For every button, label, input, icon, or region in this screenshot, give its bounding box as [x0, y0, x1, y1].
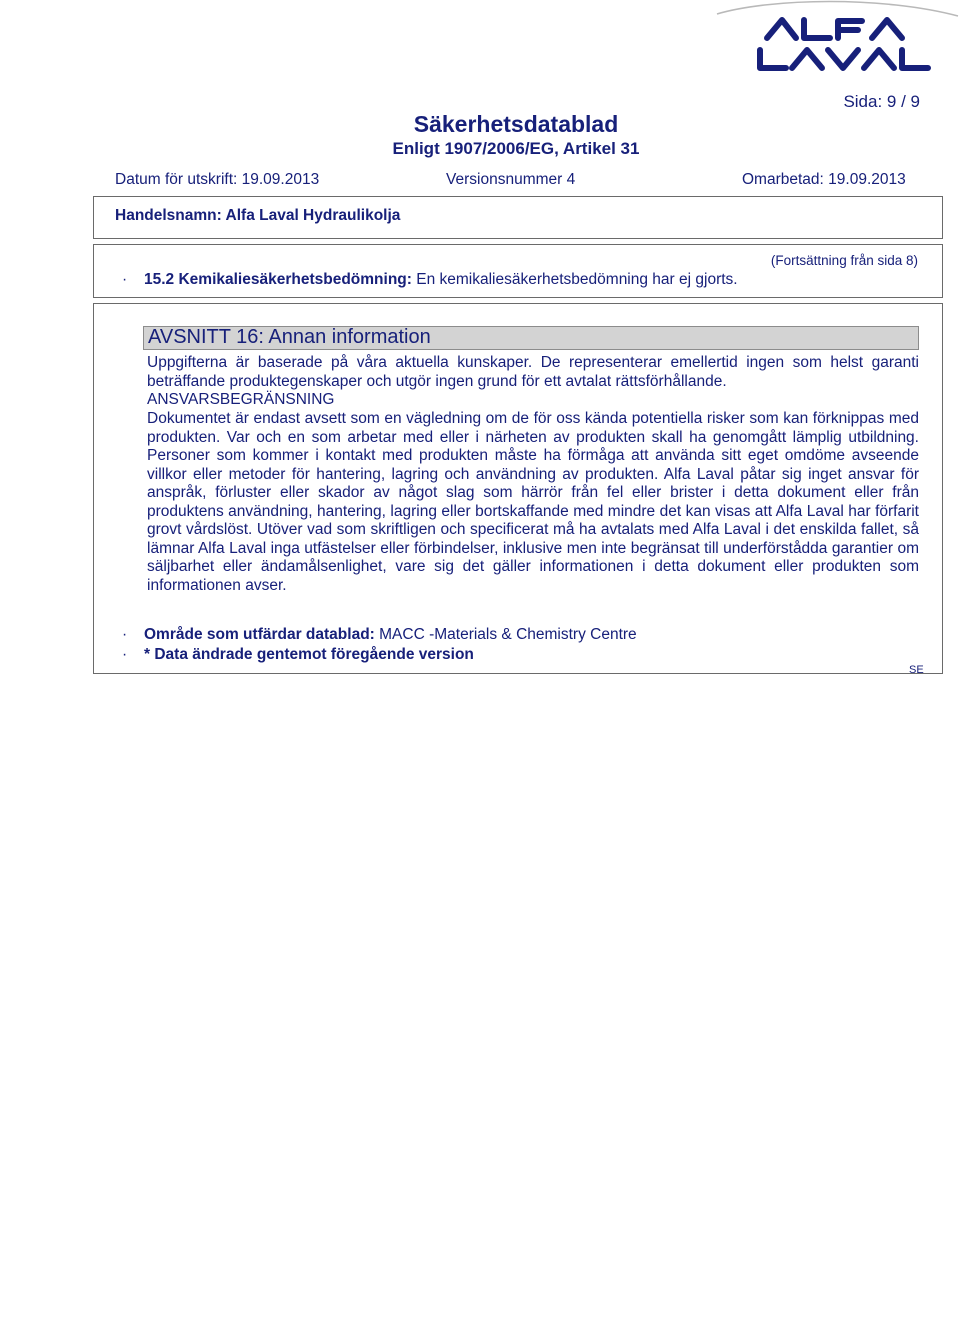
country-code: SE [909, 664, 924, 676]
bullet: · [122, 626, 128, 643]
disclaimer-heading: ANSVARSBEGRÄNSNING [147, 391, 335, 408]
disclaimer-text: Dokumentet är endast avsett som en vägledning om de för oss kända potentiella risker som kan förknippas med produkten. Var och en som arbetar med eller i närheten av produkten skall ha genomgått lämplig utbildning. Personer som kommer i kontakt med produkten måste ha förmåga att använda sitt eget omdöme avseende villkor eller metoder för hantering, lagring och användning av produkten. Alfa Laval påtar sig inget ansvar för anspråk, förluster eller skador av något slag som härrör från fel eller brister i detta dokument eller från produktens användning, hantering, lagring eller bortskaffande med mindre det kan visas att Alfa Laval har förfarit grovt vårdslöst. Utöver vad som skriftligen och specificerat må ha avtalats med Alfa Laval i det enskilda fallet, så lämnar Alfa Laval inga utfästelser eller förbindelser, inklusive men inte begränsat till underförstådda garantier om säljbarhet eller ändamålsenlighet, vare sig det gäller informationen i detta dokument eller produkten som informationen avser. [147, 410, 919, 594]
document-title: Säkerhetsdatablad [413, 111, 619, 137]
alfa-laval-logo [712, 0, 960, 84]
section-15-2-line [122, 271, 738, 289]
revised-date: Omarbetad: 19.09.2013 [742, 171, 906, 188]
trade-name: Handelsnamn: Alfa Laval Hydraulikolja [115, 207, 401, 224]
continuation-note: (Fortsättning från sida 8) [770, 253, 918, 268]
alfa-laval-logo-icon [712, 0, 960, 84]
section-16-heading: AVSNITT 16: Annan information [148, 326, 431, 348]
bullet: · [122, 271, 128, 288]
info-paragraph: Uppgifterna är baserade på våra aktuella kunskaper. De representerar emellertid ingen som helst garanti beträffande produktegenskaper och utgör ingen grund för ett avtalat rättsförhållande. [147, 354, 919, 390]
section-15-2-label: 15.2 Kemikaliesäkerhetsbedömning: [144, 271, 412, 288]
issuer-value: MACC -Materials & Chemistry Centre [374, 626, 637, 643]
changed-data-line [122, 646, 474, 664]
section-15-2-value: En kemikaliesäkerhetsbedömning har ej gjorts. [411, 271, 738, 288]
page-number: Sida: 9 / 9 [843, 92, 920, 111]
document-subtitle: Enligt 1907/2006/EG, Artikel 31 [392, 139, 640, 158]
print-date: Datum för utskrift: 19.09.2013 [115, 171, 320, 188]
version-number: Versionsnummer 4 [446, 171, 576, 188]
issuer-label: Område som utfärdar datablad: [144, 626, 375, 643]
issuer-line [122, 626, 637, 644]
changed-data-label: * Data ändrade gentemot föregående version [144, 646, 474, 663]
bullet: · [122, 646, 128, 663]
